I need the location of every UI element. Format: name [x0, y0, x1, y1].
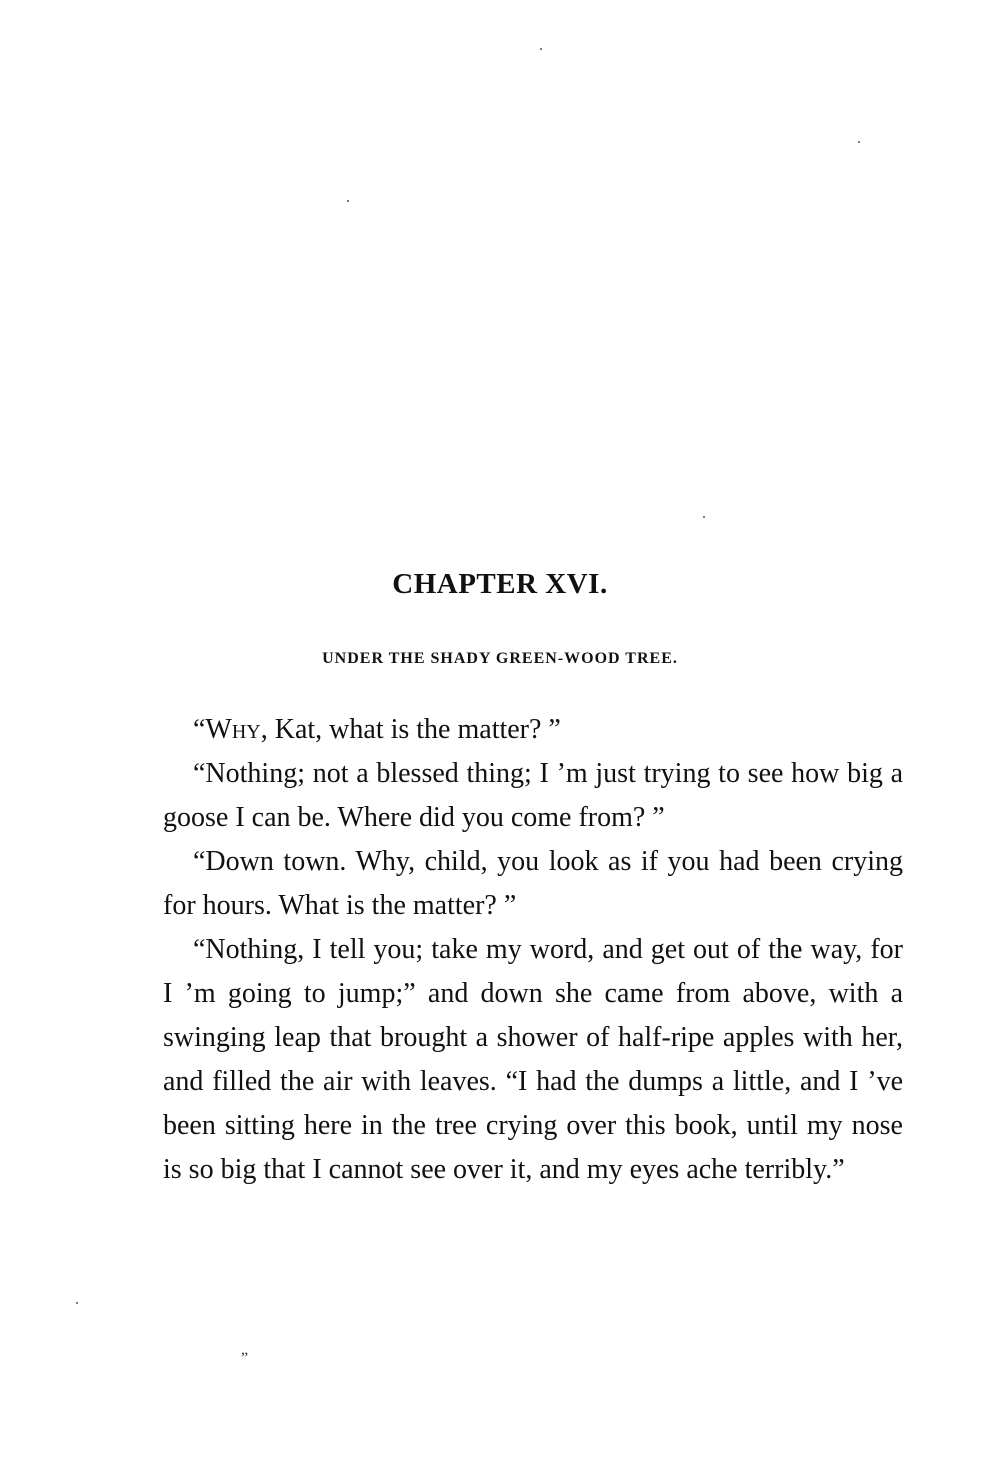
paper-speck: [858, 141, 860, 143]
paragraph-text: “Down town. Why, child, you look as if you had been crying for hours. What is the matter? ”: [163, 846, 903, 921]
paragraph-text: , Kat, what is the matter? ”: [260, 714, 561, 745]
paragraph: [163, 840, 903, 928]
paper-speck: [703, 516, 705, 518]
paragraph: [163, 752, 903, 840]
paper-speck: [540, 48, 542, 50]
chapter-subtitle: UNDER THE SHADY GREEN-WOOD TREE.: [322, 650, 678, 667]
stray-mark: ”: [241, 1350, 249, 1367]
paragraph-text: “Nothing; not a blessed thing; I ’m just trying to see how big a goose I can be. Where did you come from? ”: [163, 758, 903, 833]
chapter-heading: CHAPTER XVI.: [392, 568, 608, 600]
paragraph: [163, 708, 903, 752]
paragraph-lead: “Why: [193, 714, 261, 745]
body-text: [163, 708, 903, 1192]
paper-speck: [76, 1302, 78, 1304]
paper-speck: [347, 200, 349, 202]
paragraph-text: “Nothing, I tell you; take my word, and get out of the way, for I ’m going to jump;” and down she came from above, with a swinging leap that brought a shower of half-ripe apples with her, and filled the air with leaves. “I had the dumps a little, and I ’ve been sitting here in the tree crying over this book, until my nose is so big that I cannot see over it, and my eyes ache terribly.”: [163, 934, 903, 1185]
paragraph: [163, 928, 903, 1192]
